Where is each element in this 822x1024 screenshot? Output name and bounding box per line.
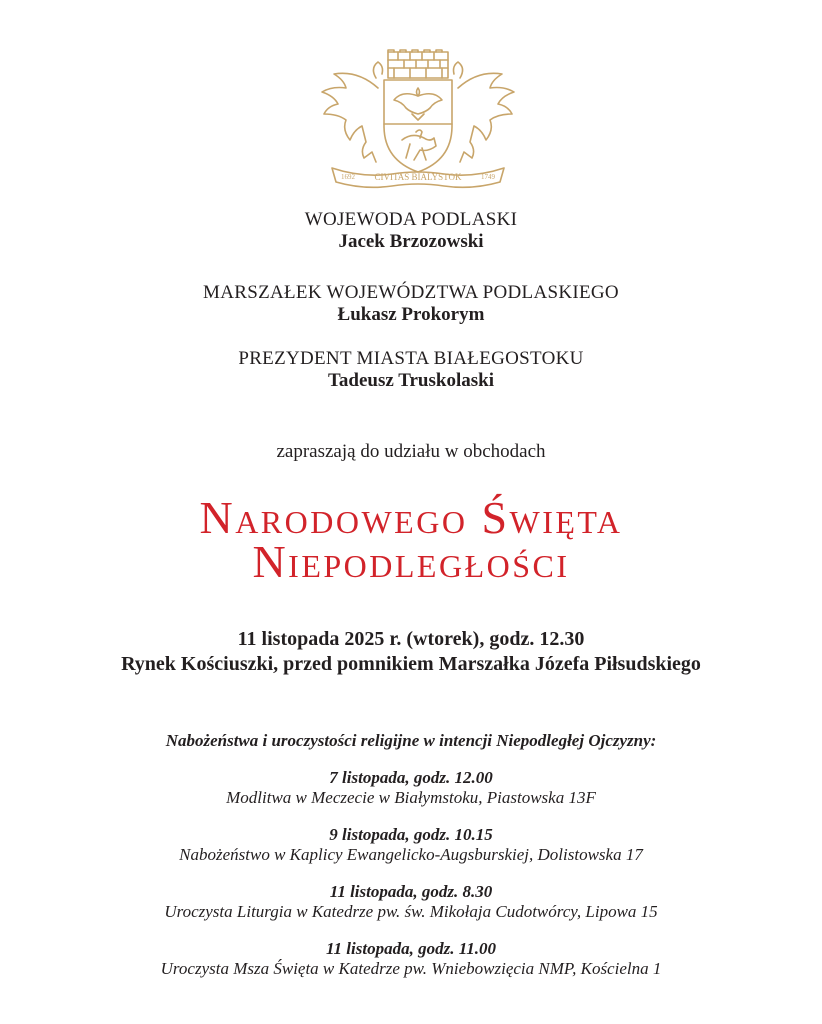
service-description: Uroczysta Msza Święta w Katedrze pw. Wniebowzięcia NMP, Kościelna 1 bbox=[160, 959, 662, 978]
host-name: Jacek Brzozowski bbox=[338, 231, 484, 252]
service-item bbox=[0, 939, 822, 979]
host-block-marshal bbox=[0, 282, 822, 326]
service-description: Uroczysta Liturgia w Katedrze pw. św. Mikołaja Cudotwórcy, Lipowa 15 bbox=[164, 902, 658, 921]
service-date: 9 listopada, godz. 10.15 bbox=[329, 825, 493, 844]
main-event-place: Rynek Kościuszki, przed pomnikiem Marszałka Józefa Piłsudskiego bbox=[121, 653, 701, 675]
crest-year-right: 1749 bbox=[481, 173, 495, 181]
host-name: Tadeusz Truskolaski bbox=[328, 370, 494, 391]
crest-year-left: 1692 bbox=[341, 173, 355, 181]
service-description: Modlitwa w Meczecie w Białymstoku, Piastowska 13F bbox=[226, 788, 596, 807]
service-description: Nabożeństwo w Kaplicy Ewangelicko-Augsburskiej, Dolistowska 17 bbox=[179, 845, 643, 864]
event-title bbox=[0, 492, 822, 587]
event-title-line-1: Narodowego Święta bbox=[199, 492, 623, 543]
service-date: 11 listopada, godz. 8.30 bbox=[329, 882, 493, 901]
service-item bbox=[0, 825, 822, 865]
event-title-line-2: Niepodległości bbox=[252, 536, 570, 587]
host-role: WOJEWODA PODLASKI bbox=[304, 209, 518, 230]
crest-motto: CIVITAS BIALYSTOK bbox=[374, 172, 462, 182]
host-name: Łukasz Prokorym bbox=[337, 304, 485, 325]
host-block-mayor bbox=[0, 348, 822, 392]
service-item bbox=[0, 882, 822, 922]
main-event-date: 11 listopada 2025 r. (wtorek), godz. 12.30 bbox=[237, 628, 585, 650]
service-item bbox=[0, 768, 822, 808]
services-heading: Nabożeństwa i uroczystości religijne w intencji Niepodległej Ojczyzny: bbox=[165, 731, 657, 750]
service-date: 7 listopada, godz. 12.00 bbox=[329, 768, 493, 787]
bialystok-crest-logo bbox=[318, 48, 518, 190]
host-role: PREZYDENT MIASTA BIAŁEGOSTOKU bbox=[238, 348, 584, 369]
service-date: 11 listopada, godz. 11.00 bbox=[325, 939, 497, 958]
host-role: MARSZAŁEK WOJEWÓDZTWA PODLASKIEGO bbox=[203, 282, 619, 303]
main-event-info bbox=[0, 627, 822, 677]
invite-text: zapraszają do udziału w obchodach bbox=[276, 441, 546, 462]
host-block-voivode bbox=[0, 209, 822, 253]
